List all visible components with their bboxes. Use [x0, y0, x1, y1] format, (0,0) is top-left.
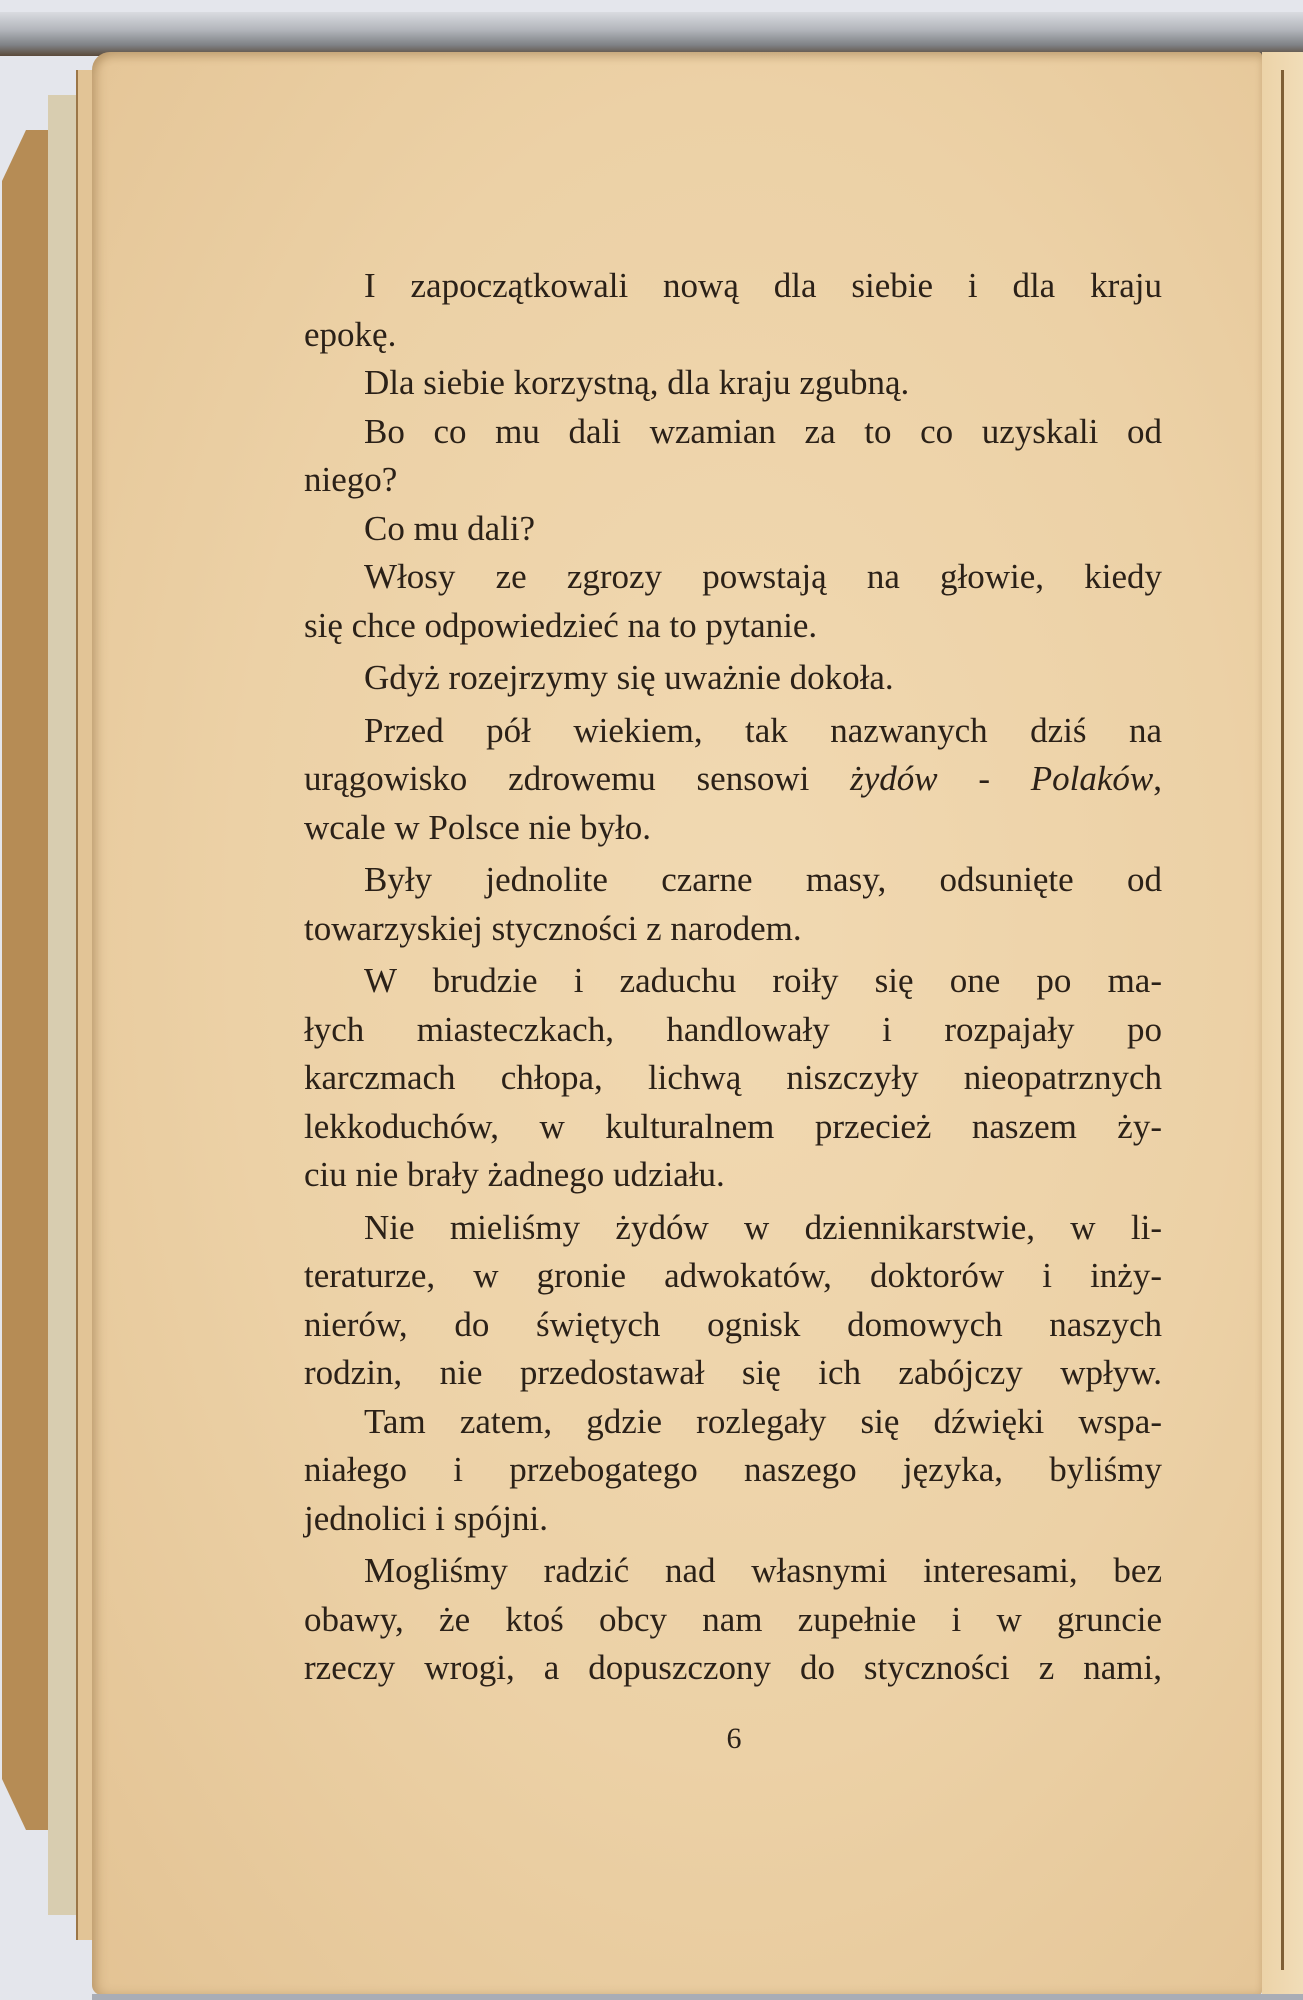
text-line: I zapoczątkowali nową dla siebie i dla kraju	[364, 266, 1162, 305]
text-line: Dla siebie korzystną, dla kraju zgubną.	[364, 363, 910, 402]
text-line: Włosy ze zgrozy powstają na głowie, kiedy	[364, 557, 1162, 596]
text-line: towarzyskiej styczności z narodem.	[304, 908, 802, 948]
text-line: jednolici i spójni.	[304, 1498, 549, 1538]
text-line: rzeczy wrogi, a dopuszczony do styczności z nami,	[304, 1648, 1162, 1687]
page-number: 6	[726, 1722, 742, 1755]
text-line: wcale w Polsce nie było.	[304, 807, 651, 847]
text-line: Co mu dali?	[364, 508, 536, 548]
body-text	[304, 262, 1162, 1693]
text-segment: ,	[1153, 759, 1163, 798]
text-line: teraturze, w gronie adwokatów, doktorów i inży-	[304, 1256, 1162, 1295]
text-line: obawy, że ktoś obcy nam zupełnie i w gruncie	[304, 1599, 1162, 1639]
text-line: Mogliśmy radzić nad własnymi interesami, bez	[364, 1551, 1162, 1590]
text-line: niego?	[304, 460, 398, 499]
text-line: epokę.	[304, 314, 397, 354]
text-line: Były jednolite czarne masy, odsunięte od	[364, 860, 1162, 899]
text-line: niałego i przebogatego naszego języka, byliśmy	[304, 1450, 1162, 1489]
text-line: karczmach chłopa, lichwą niszczyły nieopatrznych	[304, 1058, 1162, 1097]
text-line: ciu nie brały żadnego udziału.	[304, 1155, 725, 1194]
text-line: Tam zatem, gdzie rozlegały się dźwięki wspa-	[364, 1401, 1162, 1441]
text-line: Gdyż rozejrzymy się uważnie dokoła.	[364, 658, 894, 697]
text-line: Nie mieliśmy żydów w dziennikarstwie, w li-	[364, 1207, 1162, 1247]
text-segment: urągowisko zdrowemu sensowi	[304, 759, 851, 798]
text-line: się chce odpowiedzieć na to pytanie.	[304, 605, 818, 645]
text-line	[304, 755, 1162, 804]
italic-text-segment: żydów - Polaków	[850, 759, 1154, 798]
text-line: łych miasteczkach, handlowały i rozpajały po	[304, 1009, 1162, 1049]
text-line: Przed pół wiekiem, tak nazwanych dziś na	[364, 710, 1162, 750]
text-line: lekkoduchów, w kulturalnem przecież naszem ży-	[304, 1106, 1162, 1146]
text-line: rodzin, nie przedostawał się ich zabójczy wpływ.	[304, 1353, 1162, 1392]
text-line: nierów, do świętych ognisk domowych naszych	[304, 1304, 1162, 1344]
scan-bottom-edge	[92, 1994, 1303, 2000]
text-line: W brudzie i zaduchu roiły się one po ma-	[364, 961, 1162, 1000]
scan-top-shadow	[0, 12, 1303, 56]
fold-crease-line	[1281, 70, 1284, 1970]
text-line: Bo co mu dali wzamian za to co uzyskali od	[364, 411, 1162, 451]
